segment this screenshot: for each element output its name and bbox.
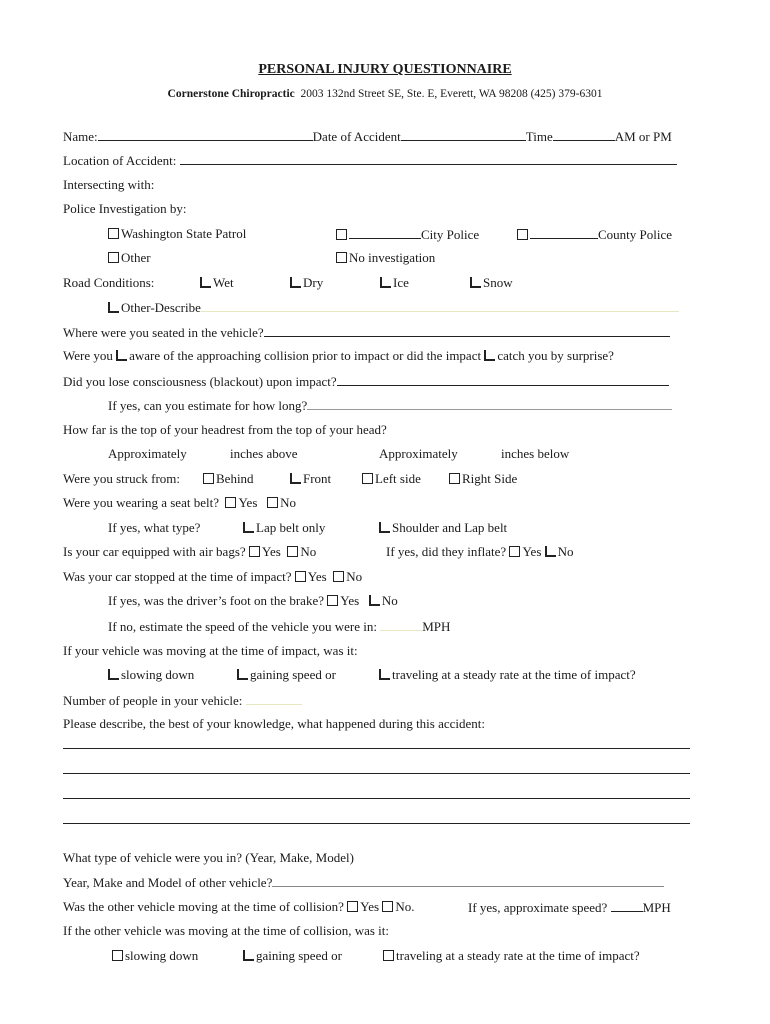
belt-type-label: If yes, what type? <box>108 520 201 535</box>
other-slowing[interactable] <box>112 948 198 964</box>
checkbox[interactable] <box>290 277 301 288</box>
checkbox[interactable] <box>383 950 394 961</box>
road-label: Road Conditions: <box>63 275 155 290</box>
checkbox[interactable] <box>379 522 390 533</box>
struck-behind[interactable] <box>203 471 254 487</box>
option-label: Shoulder and Lap belt <box>392 520 508 535</box>
checkbox[interactable] <box>379 669 390 680</box>
road-dry[interactable] <box>290 275 323 291</box>
option-label: traveling at a steady rate at the time of impact? <box>392 667 636 682</box>
airbags-row <box>63 544 316 560</box>
brake-no-checkbox[interactable] <box>369 595 380 606</box>
option-label: Wet <box>213 275 234 290</box>
name-label: Name: <box>63 129 98 144</box>
checkbox[interactable] <box>449 473 460 484</box>
checkbox[interactable] <box>108 228 119 239</box>
describe-line[interactable] <box>63 823 690 824</box>
inflate-row <box>386 544 574 560</box>
police-washington[interactable] <box>108 226 246 242</box>
option-label: Other-Describe <box>121 300 201 315</box>
question-label: Were you wearing a seat belt? <box>63 495 219 510</box>
brake-row <box>108 593 398 609</box>
other-vehicle-row <box>63 874 664 891</box>
approx2-label: Approximately <box>379 446 458 461</box>
mph-label: MPH <box>422 619 451 634</box>
moving-label: If your vehicle was moving at the time of impact, was it: <box>63 643 358 658</box>
other-was-label: If the other vehicle was moving at the time of collision, was it: <box>63 923 390 938</box>
brake-yes-checkbox[interactable] <box>327 595 338 606</box>
clinic-header <box>0 88 770 100</box>
question-label: Did you lose consciousness (blackout) upon impact? <box>63 374 337 389</box>
question-label: If yes, approximate speed? <box>468 900 608 915</box>
seatbelt-row <box>63 495 296 511</box>
time-input[interactable] <box>553 128 615 141</box>
option-label: slowing down <box>125 948 199 963</box>
checkbox[interactable] <box>517 229 528 240</box>
option-label: County Police <box>598 227 673 242</box>
option-label: Lap belt only <box>256 520 326 535</box>
describe-label: Please describe, the best of your knowledge, what happened during this accident: <box>63 716 486 731</box>
option-label: Front <box>303 471 332 486</box>
option-label: slowing down <box>121 667 195 682</box>
seated-input[interactable] <box>264 324 670 337</box>
stopped-row <box>63 569 362 585</box>
road-wet[interactable] <box>200 275 234 291</box>
conscious-input[interactable] <box>337 373 669 386</box>
location-input[interactable] <box>180 152 677 165</box>
checkbox[interactable] <box>108 669 119 680</box>
road-other-input[interactable] <box>201 299 679 312</box>
option-label: Snow <box>483 275 513 290</box>
mph-label: MPH <box>642 900 671 915</box>
conscious-row <box>63 373 669 390</box>
name-input[interactable] <box>98 128 313 141</box>
how-long-row <box>108 397 672 414</box>
checkbox[interactable] <box>108 302 119 313</box>
option-label: Yes <box>360 899 380 914</box>
approx1-label: Approximately <box>108 446 187 461</box>
seatbelt-no-checkbox[interactable] <box>267 497 278 508</box>
checkbox[interactable] <box>243 950 254 961</box>
checkbox[interactable] <box>380 277 391 288</box>
option-label: Yes <box>238 495 258 510</box>
option-label: Other <box>121 250 151 265</box>
belt-lap[interactable] <box>243 520 325 536</box>
checkbox[interactable] <box>112 950 123 961</box>
option-label: Yes <box>522 544 542 559</box>
aware-row <box>63 348 614 364</box>
other-gaining[interactable] <box>243 948 342 964</box>
question-label: aware of the approaching collision prior to impact or did the impact <box>129 348 482 363</box>
road-snow[interactable] <box>470 275 513 291</box>
option-label: Left side <box>375 471 421 486</box>
road-ice[interactable] <box>380 275 409 291</box>
location-row <box>63 152 677 169</box>
road-other[interactable] <box>108 299 679 316</box>
people-input[interactable] <box>246 692 302 705</box>
form-title: PERSONAL INJURY QUESTIONNAIRE <box>258 62 512 77</box>
option-label: Ice <box>393 275 409 290</box>
question-label: Is your car equipped with air bags? <box>63 544 246 559</box>
police-county[interactable] <box>517 226 672 243</box>
checkbox[interactable] <box>237 669 248 680</box>
seated-row <box>63 324 670 341</box>
inflate-no-checkbox[interactable] <box>545 546 556 557</box>
checkbox[interactable] <box>470 277 481 288</box>
struck-right[interactable] <box>449 471 517 487</box>
surprise-checkbox[interactable] <box>484 350 495 361</box>
describe-line[interactable] <box>63 798 690 799</box>
police-other[interactable] <box>108 250 151 266</box>
option-label: City Police <box>421 227 480 242</box>
airbags-yes-checkbox[interactable] <box>249 546 260 557</box>
name-row <box>63 128 672 145</box>
how-long-input[interactable] <box>307 397 672 410</box>
question-label: Was your car stopped at the time of impact? <box>63 569 292 584</box>
intersecting-label: Intersecting with: <box>63 177 155 192</box>
other-moving-row <box>63 899 414 915</box>
question-label: If yes, was the driver’s foot on the brake? <box>108 593 324 608</box>
question-label: Number of people in your vehicle: <box>63 693 243 708</box>
checkbox[interactable] <box>203 473 214 484</box>
moving-steady[interactable] <box>379 667 636 683</box>
question-label: If no, estimate the speed of the vehicle you were in: <box>108 619 377 634</box>
option-label: gaining speed or <box>250 667 336 682</box>
option-label: traveling at a steady rate at the time of impact? <box>396 948 640 963</box>
option-label: No <box>280 495 297 510</box>
belt-shoulder[interactable] <box>379 520 507 536</box>
stopped-no-checkbox[interactable] <box>333 571 344 582</box>
describe-line[interactable] <box>63 773 690 774</box>
approx-speed-input[interactable] <box>611 899 643 912</box>
police-none[interactable] <box>336 250 435 266</box>
time-label: Time <box>525 129 553 144</box>
question-label: If yes, did they inflate? <box>386 544 507 559</box>
checkbox[interactable] <box>243 522 254 533</box>
question-label: Year, Make and Model of other vehicle? <box>63 875 273 890</box>
option-label: Washington State Patrol <box>121 226 247 241</box>
question-label: Where were you seated in the vehicle? <box>63 325 264 340</box>
other-no-checkbox[interactable] <box>382 901 393 912</box>
other-steady[interactable] <box>383 948 640 964</box>
other-vehicle-input[interactable] <box>272 874 664 887</box>
stopped-yes-checkbox[interactable] <box>295 571 306 582</box>
speed-row <box>108 618 450 635</box>
police-label: Police Investigation by: <box>63 201 187 216</box>
moving-gaining[interactable] <box>237 667 336 683</box>
clinic-name: Cornerstone Chiropractic <box>167 88 295 100</box>
approx-speed-row <box>468 899 671 916</box>
option-label: Yes <box>307 569 327 584</box>
question-label: Were you <box>63 348 113 363</box>
option-label: Right Side <box>462 471 518 486</box>
option-label: No <box>300 544 317 559</box>
checkbox[interactable] <box>336 229 347 240</box>
police-city[interactable] <box>336 226 479 243</box>
clinic-address: 2003 132nd Street SE, Ste. E, Everett, WA 98208 (425) 379-6301 <box>300 88 603 100</box>
option-label: Yes <box>340 593 360 608</box>
option-label: gaining speed or <box>256 948 342 963</box>
inches-above-label: inches above <box>230 446 298 461</box>
struck-left[interactable] <box>362 471 421 487</box>
aware-checkbox[interactable] <box>116 350 127 361</box>
date-label: Date of Accident <box>312 129 401 144</box>
option-label: Behind <box>216 471 254 486</box>
date-input[interactable] <box>401 128 526 141</box>
option-label: No <box>381 593 398 608</box>
other-yes-checkbox[interactable] <box>347 901 358 912</box>
city-input[interactable] <box>349 226 421 239</box>
moving-slowing[interactable] <box>108 667 194 683</box>
describe-line[interactable] <box>63 748 690 749</box>
location-label: Location of Accident: <box>63 153 177 168</box>
option-label: Dry <box>303 275 324 290</box>
county-input[interactable] <box>530 226 598 239</box>
speed-input[interactable] <box>380 618 422 631</box>
question-label: Was the other vehicle moving at the time of collision? <box>63 899 344 914</box>
option-label: No. <box>395 899 415 914</box>
option-label: No <box>346 569 363 584</box>
checkbox[interactable] <box>362 473 373 484</box>
option-label: No investigation <box>349 250 436 265</box>
airbags-no-checkbox[interactable] <box>287 546 298 557</box>
inches-below-label: inches below <box>501 446 570 461</box>
struck-label: Were you struck from: <box>63 471 180 486</box>
question-label: catch you by surprise? <box>497 348 614 363</box>
ampm-label: AM or PM <box>614 129 672 144</box>
checkbox[interactable] <box>336 252 347 263</box>
checkbox[interactable] <box>290 473 301 484</box>
option-label: Yes <box>261 544 281 559</box>
checkbox[interactable] <box>108 252 119 263</box>
checkbox[interactable] <box>200 277 211 288</box>
headrest-label: How far is the top of your headrest from the top of your head? <box>63 422 387 437</box>
seatbelt-yes-checkbox[interactable] <box>225 497 236 508</box>
struck-front[interactable] <box>290 471 331 487</box>
people-row <box>63 692 302 709</box>
inflate-yes-checkbox[interactable] <box>509 546 520 557</box>
vehicle-type-label: What type of vehicle were you in? (Year, Make, Model) <box>63 850 354 865</box>
option-label: No <box>557 544 574 559</box>
question-label: If yes, can you estimate for how long? <box>108 398 308 413</box>
